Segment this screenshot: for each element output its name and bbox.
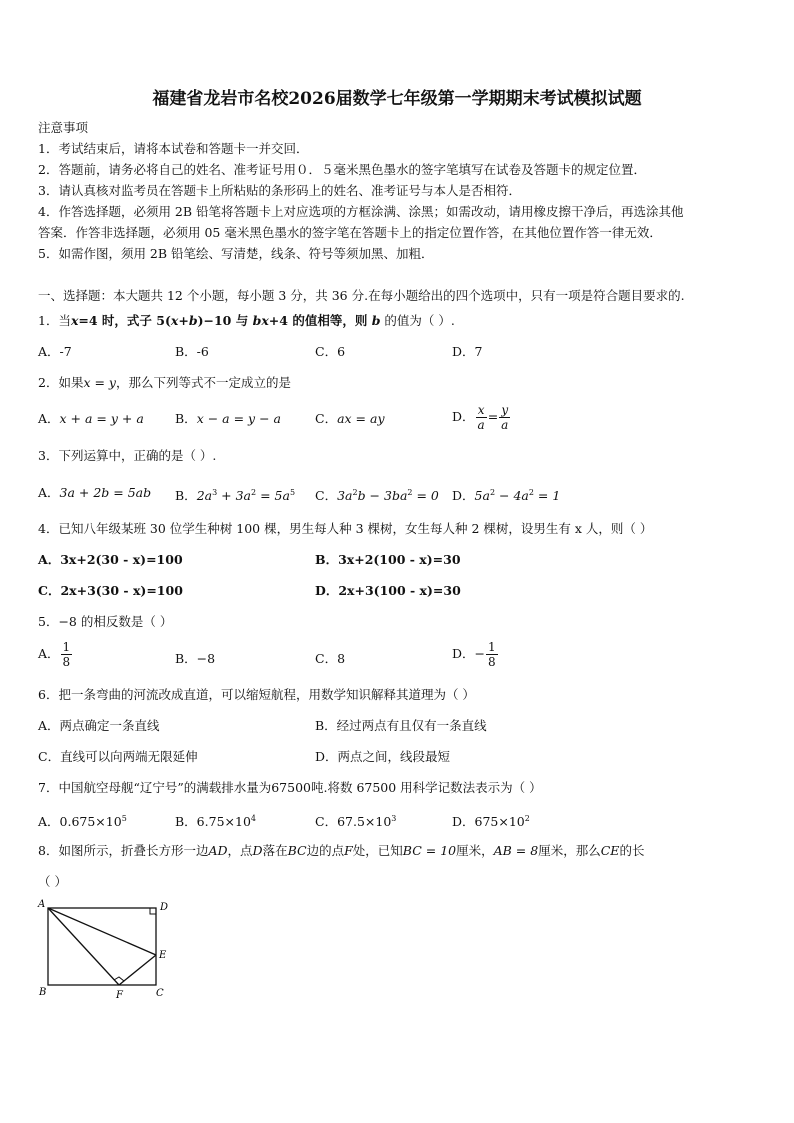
label-f: F: [116, 990, 123, 1001]
question-8-answer-blank: （ ）: [38, 874, 67, 889]
folding-rectangle-figure: [36, 896, 176, 1004]
notice-item-2: 2．答题前，请务必将自己的姓名、准考证号用０．５毫米黑色墨水的签字笔填写在试卷及答题卡的规定位置．: [38, 162, 646, 177]
question-7-option-a[interactable]: A．$0.675\times 10^5$: [38, 814, 127, 830]
fraction: $\frac{1}{8}$: [62, 640, 71, 669]
question-2-option-b[interactable]: B．x − a = y − a: [175, 411, 281, 426]
question-6-option-a[interactable]: A．两点确定一条直线: [38, 718, 160, 733]
question-2-option-a[interactable]: A．x + a = y + a: [38, 411, 144, 426]
question-2-option-c[interactable]: C．ax = ay: [315, 411, 385, 426]
notice-item-4: 4．作答选择题，必须用 2B 铅笔将答题卡上对应选项的方框涂满、涂黑；如需改动，请用橡皮擦干净后，再选涂其他: [38, 204, 684, 219]
question-1-option-d[interactable]: D．7: [452, 344, 483, 359]
question-5-option-a[interactable]: A． $\frac{1}{8}$: [38, 640, 71, 669]
segment-ae: [48, 908, 156, 955]
question-6-option-c[interactable]: C．直线可以向两端无限延伸: [38, 749, 198, 764]
fraction: $\frac{x}{a}$: [477, 403, 485, 432]
section-heading: 一、选择题：本大题共 12 个小题，每小题 3 分，共 36 分.在每小题给出的四个选项中，只有一项是符合题目要求的.: [38, 288, 685, 303]
question-3-option-c[interactable]: C．$3a^2b - 3ba^2 = 0$: [315, 488, 439, 504]
question-5-stem: 5．−8 的相反数是（ ）: [38, 614, 173, 629]
question-7-option-b[interactable]: B．$6.75\times 10^4$: [175, 814, 256, 830]
label-e: E: [159, 950, 167, 961]
question-6-option-d[interactable]: D．两点之间，线段最短: [315, 749, 451, 764]
question-7-stem: 7．中国航空母舰“辽宁号”的满载排水量为67500吨.将数 67500 用科学记数法表示为（ ）: [38, 780, 542, 795]
question-5-option-b[interactable]: B．−8: [175, 651, 216, 666]
notice-item-4-cont: 答案．作答非选择题，必须用 05 毫米黑色墨水的签字笔在答题卡上的指定位置作答，在其他位置作答一律无效．: [38, 225, 662, 240]
page-title: 福建省龙岩市名校2026届数学七年级第一学期期末考试模拟试题: [152, 89, 642, 109]
question-3-option-a[interactable]: A．3a + 2b = 5ab: [38, 485, 152, 500]
question-8-stem: 8．如图所示，折叠长方形一边AD，点D落在BC边的点F处，已知BC = 10厘米，AB = 8厘米，那么CE的长: [38, 843, 645, 858]
question-1-stem: 1．当x=4 时，式子 5(x+b)−10 与 bx+4 的值相等，则 b 的值为（ ）.: [38, 313, 455, 328]
question-1-option-b[interactable]: B．-6: [175, 344, 209, 359]
question-7-option-d[interactable]: D．$675\times 10^2$: [452, 814, 530, 830]
question-1-option-a[interactable]: A．-7: [38, 344, 72, 359]
question-4-option-b[interactable]: B．3x+2(100 - x)=30: [315, 552, 461, 567]
question-6-option-b[interactable]: B．经过两点有且仅有一条直线: [315, 718, 487, 733]
question-7-option-c[interactable]: C．$67.5\times 10^3$: [315, 814, 397, 830]
question-3-option-d[interactable]: D．$5a^2 - 4a^2 = 1$: [452, 488, 561, 504]
segment-af: [48, 908, 119, 985]
label-d: D: [160, 902, 169, 913]
question-5-option-d[interactable]: D．− $\frac{1}{8}$: [452, 640, 496, 669]
question-2-stem: 2．如果x = y，那么下列等式不一定成立的是: [38, 375, 292, 390]
question-3-option-b[interactable]: B．$2a^3 + 3a^2 = 5a^5$: [175, 488, 296, 504]
question-6-stem: 6．把一条弯曲的河流改成直道，可以缩短航程，用数学知识解释其道理为（ ）: [38, 687, 475, 702]
question-4-option-c[interactable]: C．2x+3(30 - x)=100: [38, 583, 183, 598]
label-b: B: [39, 987, 47, 998]
notice-item-5: 5．如需作图，须用 2B 铅笔绘、写清楚，线条、符号等须加黑、加粗．: [38, 246, 434, 261]
question-2-option-d[interactable]: D． $\frac{x}{a}$ = $\frac{y}{a}$: [452, 403, 509, 432]
notice-heading: 注意事项: [38, 120, 89, 135]
rectangle-abcd: [48, 908, 156, 985]
question-4-option-a[interactable]: A．3x+2(30 - x)=100: [38, 552, 183, 567]
fraction: $\frac{1}{8}$: [488, 640, 496, 669]
question-4-option-d[interactable]: D．2x+3(100 - x)=30: [315, 583, 461, 598]
notice-item-3: 3．请认真核对监考员在答题卡上所粘贴的条形码上的姓名、准考证号与本人是否相符．: [38, 183, 521, 198]
fraction: $\frac{y}{a}$: [501, 403, 509, 432]
question-4-stem: 4．已知八年级某班 30 位学生种树 100 棵，男生每人种 3 棵树，女生每人种 2 棵树，设男生有 x 人，则（ ）: [38, 521, 653, 536]
question-5-option-c[interactable]: C．8: [315, 651, 346, 666]
question-1-option-c[interactable]: C．6: [315, 344, 346, 359]
label-c: C: [156, 988, 164, 999]
label-a: A: [38, 899, 46, 910]
question-3-stem: 3．下列运算中，正确的是（ ）.: [38, 448, 217, 463]
segment-fe: [119, 955, 156, 985]
right-angle-mark-d: [150, 908, 156, 914]
notice-item-1: 1．考试结束后，请将本试卷和答题卡一并交回．: [38, 141, 309, 156]
